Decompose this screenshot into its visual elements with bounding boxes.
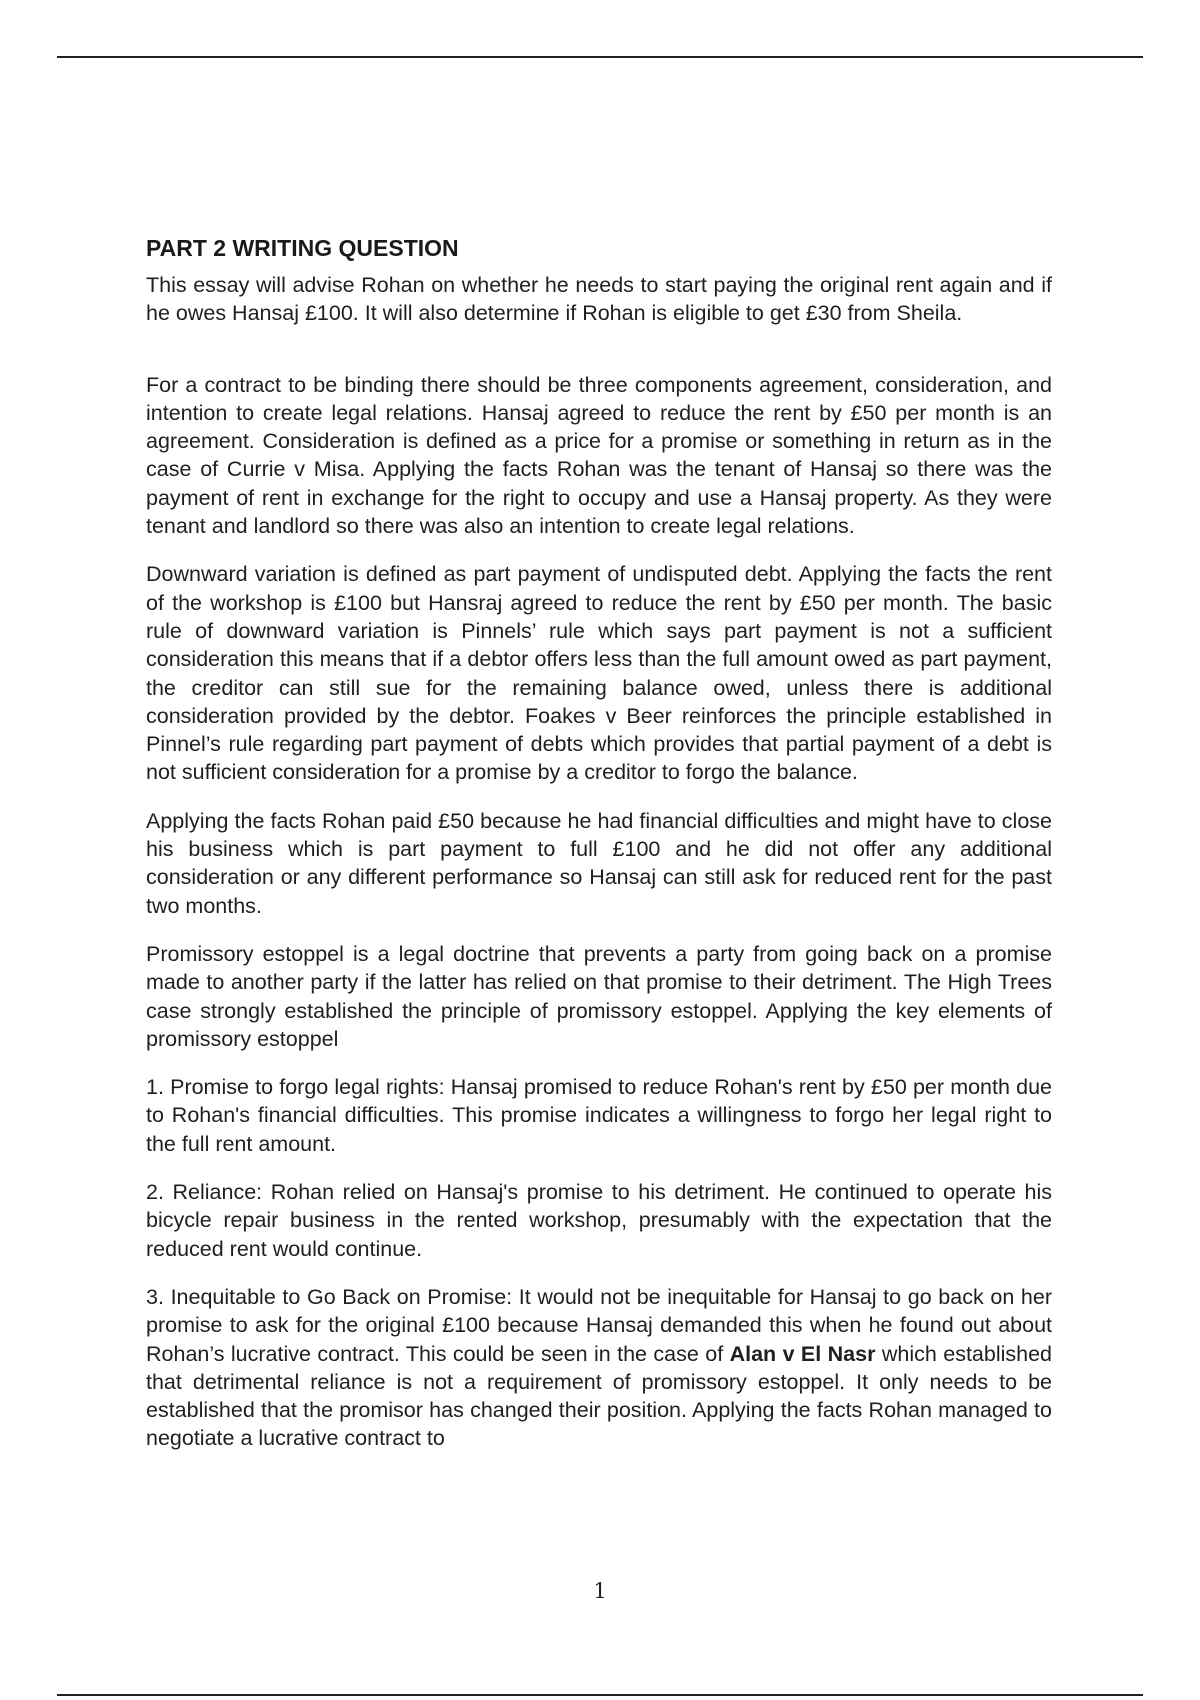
page-number: 1 [593,1579,607,1603]
inequitable-text-start: 3. Inequitable to Go Back on Promise: It would not be inequitable for Hansaj to go back on her promise to ask for the original £100 because Hansaj demanded this when he found out about Rohan’s lucrative contract. This could be seen in the case of [146,1284,1052,1366]
downward-variation-paragraph: Downward variation is defined as part payment of undisputed debt. Applying the facts the rent of the workshop is £100 but Hansraj agreed to reduce the rent by £50 per month. The basic rule of downward variation is Pinnels’ rule which says part payment is not a sufficient consideration this means that if a debtor offers less than the full amount owed as part payment, the creditor can still sue for the remaining balance owed, unless there is additional consideration provided by the debtor. Foakes v Beer reinforces the principle established in Pinnel’s rule regarding part payment of debts which provides that partial payment of a debt is not sufficient consideration for a promise by a creditor to forgo the balance. [146,562,1052,785]
header-rule [57,56,1143,58]
intro-paragraph: This essay will advise Rohan on whether he needs to start paying the original rent again and if he owes Hansaj £100. It will also determine if Rohan is eligible to get £30 from Sheila. [146,273,1052,326]
application-paragraph: Applying the facts Rohan paid £50 because he had financial difficulties and might have to close his business which is part payment to full £100 and he did not offer any additional consideration or any different performance so Hansaj can still ask for reduced rent for the past two months. [146,808,1052,918]
inequitable-text-end: which established that detrimental reliance is not a requirement of promissory estoppel. It only needs to be established that the promisor has changed their position. Applying the facts Rohan managed to negotiate a lucrative contract to [146,1341,1053,1451]
element-inequitable-paragraph [146,1283,1052,1453]
contract-components-paragraph: For a contract to be binding there should be three components agreement, consideration, and intention to create legal relations. Hansaj agreed to reduce the rent by £50 per month is an agreement. Consideration is defined as a price for a promise or something in return as in the case of Currie v Misa. Applying the facts Rohan was the tenant of Hansaj so there was the payment of rent in exchange for the right to occupy and use a Hansaj property. As they were tenant and landlord so there was also an intention to create legal relations. [146,372,1052,539]
promissory-estoppel-paragraph: Promissory estoppel is a legal doctrine that prevents a party from going back on a promise made to another party if the latter has relied on that promise to their detriment. The High Trees case strongly established the principle of promissory estoppel. Applying the key elements of promissory estoppel [146,941,1052,1051]
case-name-bold: Alan v El Nasr [729,1341,876,1366]
footer-rule [57,1694,1143,1696]
section-heading: PART 2 WRITING QUESTION [146,235,459,261]
document-body [146,233,1052,1453]
element-promise-paragraph: 1. Promise to forgo legal rights: Hansaj promised to reduce Rohan's rent by £50 per month due to Rohan's financial difficulties. This promise indicates a willingness to forgo her legal right to the full rent amount. [146,1075,1052,1156]
element-reliance-paragraph: 2. Reliance: Rohan relied on Hansaj's promise to his detriment. He continued to operate his bicycle repair business in the rented workshop, presumably with the expectation that the reduced rent would continue. [146,1180,1052,1261]
